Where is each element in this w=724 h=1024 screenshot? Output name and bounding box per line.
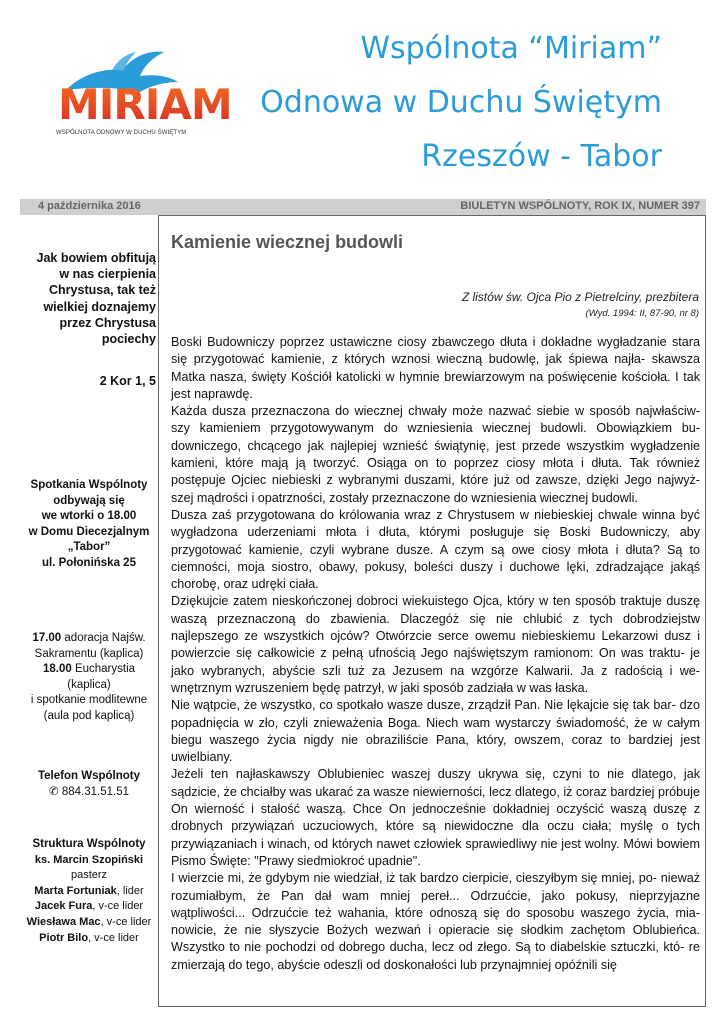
article-paragraph: Dziękujcie zatem nieskończonej dobroci wiekuistego Ojca, który w ten sposób traktuje duszę waszą przeznaczoną do zbawienia. Dlaczegóż się nie chlubić z tych dobrodziejstw najlepszego ze wszystkich ojców? Otwórzcie serce owemu niebieskiemu Lekarzowi dusz i powierzcie się całkowicie z pełną ufnością Jego najświętszym ramionom: On was traktu- je jako wybranych, abyście szli tuż za Jezusem na wzgórze Kalwarii. Ja z radością i we- wnętrznym wzruszeniem będę patrzył, w jaki sposób zadziała w was łaska. bbox=[171, 594, 700, 695]
article-paragraph: Każda dusza przeznaczona do wiecznej chwały może nazwać siebie w sposób najwłaściw- szy kamieniem przygotowywanym do wzniesienia wiecznej budowli. Obowiązkiem bu- downiczego, chcącego jak najlepiej wznieść świątynię, jest przede wszystkim wygładzenie kamieni, które mają ją tworzyć. Osiąga on to poprzez ciosy młota i dłuta. Tak również postępuje Ojciec niebieski z wybranymi duszami, które już od zawsze, dzięki Jego najwyż- szej mądrości i opatrzności, zostały przeznaczone do wzniesienia wiecznej budowli. bbox=[171, 404, 700, 505]
structure-title: Struktura Wspólnoty bbox=[32, 838, 146, 850]
member-name: Jacek Fura bbox=[34, 900, 93, 913]
member-role: , lider bbox=[116, 884, 144, 897]
phone-label: Telefon Wspólnoty bbox=[37, 770, 140, 782]
schedule-text: Eucharystia (kaplica) bbox=[67, 663, 136, 691]
schedule bbox=[20, 631, 158, 725]
scripture-quote: Jak bowiem obfitują w nas cierpienia Chrystusa, tak też wielkiej doznajemy przez Chrystusa pociechy bbox=[36, 251, 156, 347]
info-bar bbox=[20, 199, 706, 215]
schedule-time: 17.00 bbox=[32, 632, 62, 644]
schedule-text: (aula pod kaplicą) bbox=[43, 709, 135, 722]
phone-number: 884.31.51.51 bbox=[61, 785, 129, 798]
logo bbox=[52, 46, 232, 142]
article-paragraph: Nie wątpcie, że wszystko, co spotkało wasze dusze, zrządził Pan. Nie lękajcie się tak bar- dzo popadnięcia w zło, czyli znieważenia Boga. Niech wam wystarczy świadomość, że w całym biegu waszego życia nigdy nie obraziliście Pana, który, owszem, coraz to bardziej jest uwielbiany. bbox=[171, 698, 700, 765]
sidebar bbox=[20, 216, 158, 1006]
bulletin-label: BIULETYN WSPÓLNOTY, ROK IX, NUMER 397 bbox=[460, 200, 700, 212]
article-paragraph: Dusza zaś przygotowana do królowania wraz z Chrystusem w niebieskiej chwale winna być wygładzona uderzeniami młota i dłuta, którymi posługuje się Boski Budowniczy, aby przygotować kamienie, czyli wybrane dusze. A czym są owe ciosy młota i dłuta? Są to ciemności, moja siostro, obawy, pokusy, boleści duszy i duchowe lęki, zdradzające jakąś chorobę, oraz udręki ciała. bbox=[171, 507, 700, 592]
meetings-line: we wtorki o 18.00 bbox=[41, 510, 137, 523]
member-role: , v-ce lider bbox=[88, 931, 139, 944]
member-name: Piotr Bilo bbox=[39, 931, 89, 944]
article-title: Kamienie wiecznej budowli bbox=[171, 232, 404, 252]
meetings-line: w Domu Diecezjalnym bbox=[28, 525, 150, 538]
schedule-text: adoracja Najśw. bbox=[61, 632, 146, 644]
schedule-time: 18.00 bbox=[42, 663, 72, 676]
article-source-edition: (Wyd. 1994: II, 87-90, nr 8) bbox=[585, 308, 699, 319]
member-role: , v-ce lider bbox=[92, 900, 144, 913]
schedule-text: i spotkanie modlitewne bbox=[30, 694, 148, 707]
phone-icon: ✆ bbox=[49, 785, 62, 798]
title-line-3: Rzeszów - Tabor bbox=[421, 139, 662, 174]
meetings-info bbox=[20, 478, 158, 572]
article-paragraph: I wierzcie mi, że gdybym nie wiedział, iż tak bardzo cierpicie, cieszyłbym się mniej, po- nieważ rozumiałbym, że Pan dał wam mniej pereł... Odrzućcie, jako pokusy, nieprzyjazne wątpliwości... Odrzućcie też wahania, które odnoszą się do sposobu waszego życia, mia- nowicie, że nie słyszycie Bożych wezwań i opieracie się słodkim zachętom Oblubieńca. Wszystko to nie pochodzi od dobrego ducha, lecz od złego. Są to diabelskie sztuczki, któ- re zmierzają do tego, abyście odeszli od doskonałości lub przynajmniej opóźnili się bbox=[171, 871, 700, 972]
meetings-line: odbywają się bbox=[53, 494, 125, 507]
structure bbox=[20, 837, 158, 946]
issue-date: 4 października 2016 bbox=[38, 200, 141, 212]
logo-subtitle: WSPÓLNOTA ODNOWY W DUCHU ŚWIĘTYM bbox=[56, 130, 187, 136]
member-role: , v-ce lider bbox=[100, 915, 152, 928]
article-box bbox=[158, 215, 706, 1007]
article-body bbox=[171, 334, 700, 974]
phone-info bbox=[20, 769, 158, 800]
member-name: ks. Marcin Szopiński bbox=[34, 853, 144, 866]
member-name: Marta Fortuniak bbox=[34, 884, 117, 897]
article-source: Z listów św. Ojca Pio z Pietrelciny, prezbitera bbox=[461, 290, 699, 304]
article-paragraph: Boski Budowniczy poprzez ustawiczne ciosy zbawczego dłuta i dokładne wygładzanie stara się przygotować kamienie, z których wznosi wieczną budowlę, jak śpiewa najła- skawsza Matka nasza, święty Kościół katolicki w hymnie brewiarzowym na poświęcenie kościoła. I tak jest naprawdę. bbox=[171, 335, 700, 401]
scripture-reference: 2 Kor 1, 5 bbox=[99, 374, 156, 388]
logo-word: MIRIAM bbox=[58, 80, 232, 129]
member-name: Wiesława Mac bbox=[26, 915, 101, 928]
title-line-1: Wspólnota “Miriam” bbox=[360, 31, 662, 66]
schedule-text: Sakramentu (kaplica) bbox=[34, 647, 144, 660]
meetings-line: Spotkania Wspólnoty bbox=[30, 479, 148, 491]
member-role: pasterz bbox=[70, 869, 108, 882]
title-line-2: Odnowa w Duchu Świętym bbox=[260, 85, 662, 120]
meetings-line: ul. Połonińska 25 bbox=[42, 556, 136, 569]
meetings-line: „Tabor” bbox=[67, 541, 111, 554]
article-paragraph: Jeżeli ten najłaskawszy Oblubieniec waszej duszy ukrywa się, czyni to nie dlatego, jak sądzicie, że chciałby was ukarać za wasze niewierności, lecz dlatego, iż coraz bardziej próbuje On wierność i stałość waszą. Chce On jednocześnie dokładniej oczyścić waszą duszę z drobnych przywiązań uczuciowych, które są niewidoczne dla oczu ciała; myślę o tych przywiązaniach i winach, od których nawet człowiek sprawiedliwy nie jest wolny. Mówi bowiem Pismo Święte: "Prawy siedmiokroć upadnie". bbox=[171, 767, 700, 868]
